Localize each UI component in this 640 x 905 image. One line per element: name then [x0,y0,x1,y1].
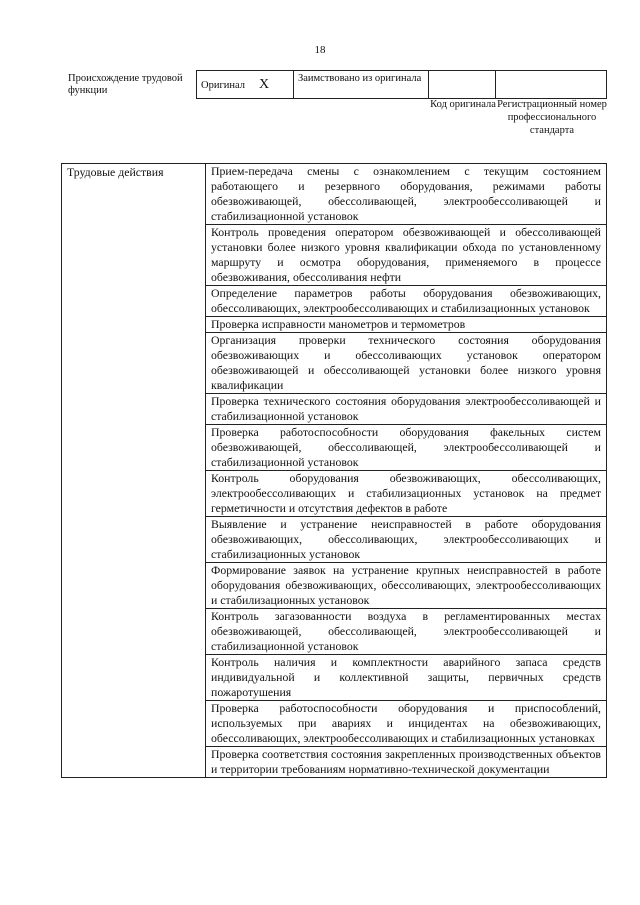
action-item: Прием-передача смены с ознакомлением с текущим состоянием работающего и резервного оборудования, режимами работы обезвоживающей, обессоливающей, электрообессоливающей и стабилизационной установок [206,164,607,225]
action-item: Формирование заявок на устранение крупных неисправностей в работе оборудования обезвоживающих, обессоливающих, электрообессоливающих и стабилизационных установок [206,563,607,609]
original-label: Оригинал [201,79,245,91]
actions-table [61,163,607,778]
code-cell [429,71,496,99]
origin-label: Происхождение трудовой функции [68,73,183,96]
action-item: Проверка соответствия состояния закрепленных производственных объектов и территории требованиям нормативно-технической документации [206,747,607,778]
borrowed-cell: Заимствовано из оригинала [294,71,429,99]
actions-label: Трудовые действия [62,164,206,778]
action-item: Контроль наличия и комплектности аварийного запаса средств индивидуальной и коллективной защиты, первичных средств пожаротушения [206,655,607,701]
action-item: Проверка работоспособности оборудования и приспособлений, используемых при авариях и инцидентах на обезвоживающих, обессоливающих, электрообессоливающих и стабилизационных установках [206,701,607,747]
action-item: Контроль проведения оператором обезвоживающей и обессоливающей установки более низкого уровня квалификации обхода по установленному маршруту и осмотра оборудования, применяемого в процессе обезвоживания, обессоливания нефти [206,225,607,286]
reg-number-cell [496,71,607,99]
original-mark: X [259,76,270,92]
action-item: Организация проверки технического состояния оборудования обезвоживающих и обессоливающих установок оператором обезвоживающей и обессоливающей установки более низкого уровня квалификации [206,333,607,394]
reg-caption: Регистрационный номер профессионального стандарта [497,99,607,136]
action-item: Контроль загазованности воздуха в регламентированных местах обезвоживающей, обессоливающей, электрообессоливающей и стабилизационной установок [206,609,607,655]
action-item: Проверка работоспособности оборудования факельных систем обезвоживающей, обессоливающей, электрообессоливающей и стабилизационной установок [206,425,607,471]
action-item: Проверка технического состояния оборудования электрообессоливающей и стабилизационной установок [206,394,607,425]
original-cell [197,71,294,99]
action-item: Определение параметров работы оборудования обезвоживающих, обессоливающих, электрообессоливающих и стабилизационных установок [206,286,607,317]
origin-table [196,70,607,99]
code-caption: Код оригинала [430,99,496,110]
action-item: Выявление и устранение неисправностей в работе оборудования обезвоживающих, обессоливающих, электрообессоливающих и стабилизационных установок [206,517,607,563]
action-item: Проверка исправности манометров и термометров [206,317,607,333]
page-number: 18 [314,44,326,56]
action-item: Контроль оборудования обезвоживающих, обессоливающих, электрообессоливающих и стабилизационных установок на предмет герметичности и отсутствия дефектов в работе [206,471,607,517]
